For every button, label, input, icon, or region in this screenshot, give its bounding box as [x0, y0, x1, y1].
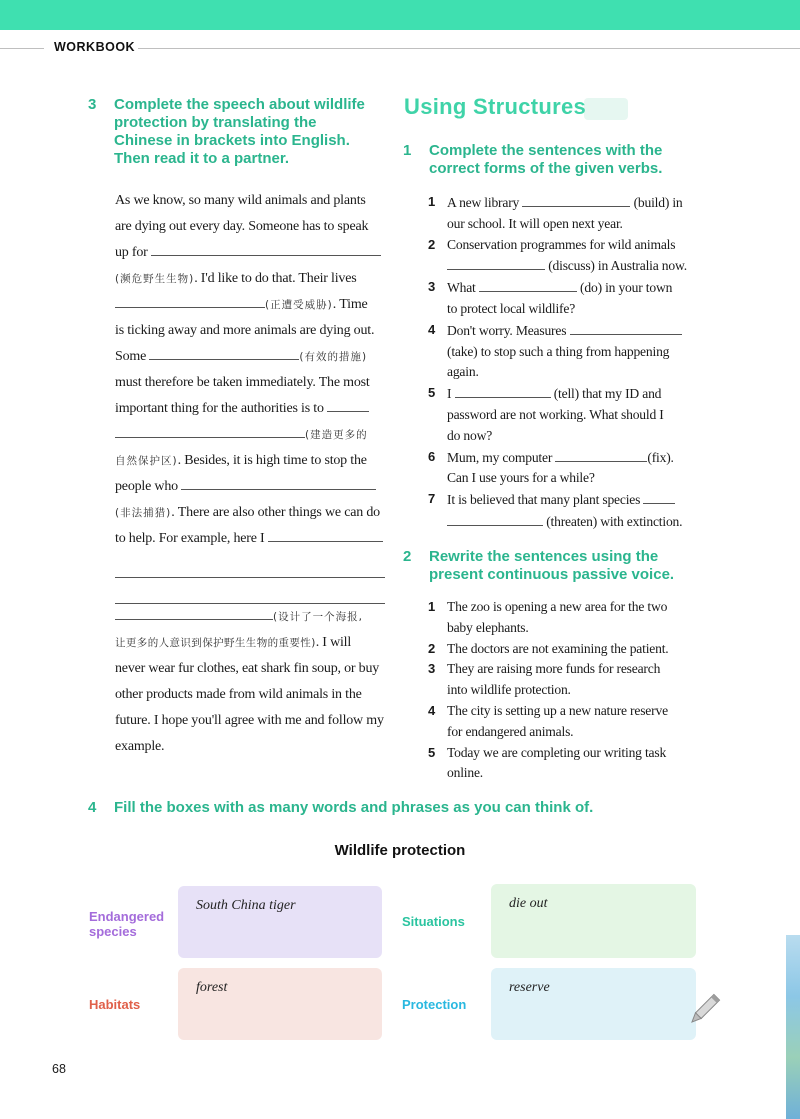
situations-box[interactable]: [491, 884, 696, 958]
item-text: password are not working. What should I: [447, 406, 664, 422]
item-text: again.: [447, 364, 479, 380]
header-rule-right: [138, 48, 800, 49]
speech-text-fragment: up for: [115, 245, 148, 260]
item-number: 5: [428, 385, 436, 401]
page-edge-decoration: [786, 935, 800, 1119]
speech-line: As we know, so many wild animals and plants: [115, 193, 366, 208]
q3-line: protection by translating the: [114, 114, 317, 131]
speech-line: must therefore be taken immediately. The most: [115, 375, 370, 390]
item-text: The zoo is opening a new area for the two: [447, 599, 668, 614]
item-text: (discuss) in Australia now.: [548, 258, 687, 274]
speech-line: [115, 604, 387, 630]
answer-blank[interactable]: [643, 489, 675, 504]
speech-line: [115, 500, 387, 526]
label-text: Endangered: [89, 909, 165, 924]
answer-blank[interactable]: [479, 277, 577, 292]
speech-line: example.: [115, 739, 165, 754]
item-text: (tell) that my ID and: [553, 386, 662, 402]
item-number: 2: [428, 236, 436, 252]
answer-blank[interactable]: [115, 605, 273, 620]
chinese-hint: (濒危野生生物): [115, 273, 195, 285]
title-decoration: [584, 98, 628, 120]
q4-number: 4: [88, 799, 97, 816]
item-text: I: [447, 386, 452, 402]
item-text: It is believed that many plant species: [447, 492, 641, 508]
answer-blank[interactable]: [327, 397, 369, 412]
section-title: Using Structures: [404, 94, 587, 119]
chinese-hint: (建造更多的: [305, 429, 368, 441]
speech-line: is ticking away and more animals are dying out.: [115, 323, 375, 338]
answer-blank[interactable]: [522, 192, 630, 207]
list-item: [428, 659, 700, 701]
s1-line: Complete the sentences with the: [429, 142, 663, 159]
speech-line: [115, 448, 387, 474]
item-text: Mum, my computer: [447, 449, 553, 465]
answer-blank[interactable]: [447, 255, 545, 270]
pencil-icon: [684, 990, 724, 1030]
list-item: [428, 447, 700, 490]
item-number: 2: [428, 640, 436, 656]
answer-blank[interactable]: [570, 320, 682, 335]
chinese-hint: (正遭受威胁): [265, 299, 333, 311]
example-word: forest: [196, 980, 228, 995]
item-text: our school. It will open next year.: [447, 215, 623, 231]
speech-text-fragment: . There are also other things we can do: [171, 505, 380, 520]
speech-text-fragment: . I will: [315, 635, 352, 650]
top-color-band: [0, 0, 800, 30]
speech-text: [115, 188, 387, 760]
item-number: 1: [428, 194, 436, 209]
s1-line: correct forms of the given verbs.: [429, 160, 663, 177]
answer-blank[interactable]: [181, 475, 376, 490]
speech-text-fragment: . Time: [332, 297, 368, 312]
speech-line: other products made from wild animals in the: [115, 687, 362, 702]
list-item: [428, 701, 700, 743]
label-endangered-species: [89, 909, 164, 939]
speech-line: [115, 344, 387, 370]
item-number: 7: [428, 491, 436, 507]
speech-text-fragment: to help. For example, here I: [115, 531, 265, 546]
item-text: The city is setting up a new nature reserve: [447, 702, 668, 718]
habitats-box[interactable]: [178, 968, 382, 1040]
q3-instruction: [88, 96, 388, 176]
item-text: online.: [447, 765, 483, 781]
speech-line: never wear fur clothes, eat shark fin soup, or buy: [115, 661, 380, 676]
item-text: (take) to stop such a thing from happening: [447, 343, 670, 359]
speech-line: [115, 266, 387, 292]
list-item: [428, 597, 700, 639]
q3-line: Chinese in brackets into English.: [114, 132, 350, 149]
q4-text: Fill the boxes with as many words and phrases as you can think of.: [114, 799, 594, 816]
species-box[interactable]: [178, 886, 382, 958]
item-text: A new library: [447, 195, 520, 210]
s1-list: [428, 192, 700, 533]
s2-line: present continuous passive voice.: [429, 566, 675, 583]
item-text: do now?: [447, 427, 493, 443]
answer-blank[interactable]: [149, 345, 299, 360]
item-number: 5: [428, 744, 436, 760]
speech-line: future. I hope you'll agree with me and follow my: [115, 713, 384, 728]
list-item: [428, 235, 700, 278]
item-text: (do) in your town: [580, 280, 673, 296]
item-text: into wildlife protection.: [447, 682, 571, 698]
speech-text-fragment: important thing for the authorities is to: [115, 401, 324, 416]
answer-blank[interactable]: [115, 293, 265, 308]
q3-number: 3: [88, 96, 97, 113]
item-text: Don't worry. Measures: [447, 322, 567, 338]
label-text: species: [89, 924, 137, 939]
list-item: [428, 489, 700, 533]
protection-box[interactable]: [491, 968, 696, 1040]
header-rule-left: [0, 48, 44, 49]
answer-blank[interactable]: [455, 383, 551, 398]
speech-line: [115, 630, 387, 656]
chinese-hint: 让更多的人意识到保护野生生物的重要性): [115, 637, 316, 649]
chinese-hint: 自然保护区): [115, 455, 178, 467]
answer-blank[interactable]: [115, 423, 305, 438]
chinese-hint: (设计了一个海报,: [273, 611, 363, 623]
speech-line: are dying out every day. Someone has to speak: [115, 219, 369, 234]
item-text: (threaten) with extinction.: [546, 513, 683, 529]
speech-line: [115, 526, 387, 552]
speech-line: [115, 396, 387, 422]
list-item: [428, 277, 700, 320]
example-word: South China tiger: [196, 898, 296, 913]
speech-text-fragment: Some: [115, 349, 147, 364]
answer-blank[interactable]: [151, 241, 381, 256]
item-text: (build) in: [633, 195, 683, 210]
speech-line: [115, 474, 387, 500]
item-number: 3: [428, 661, 436, 677]
answer-blank[interactable]: [555, 447, 647, 462]
q3-line: Then read it to a partner.: [114, 150, 290, 167]
s1-instruction: [403, 142, 713, 182]
answer-blank[interactable]: [447, 511, 543, 526]
item-number: 6: [428, 448, 436, 464]
workbook-header: [0, 38, 800, 58]
speech-line: [115, 292, 387, 318]
s1-number: 1: [403, 142, 412, 159]
list-item: [428, 192, 700, 235]
speech-text-fragment: people who: [115, 479, 178, 494]
page-number: 68: [52, 1062, 66, 1076]
list-item: [428, 639, 700, 660]
mindmap-title: Wildlife protection: [334, 842, 466, 859]
workbook-label: WORKBOOK: [54, 40, 136, 54]
item-text: They are raising more funds for research: [447, 661, 661, 677]
speech-line: [115, 422, 387, 448]
item-text: What: [447, 280, 476, 296]
item-text: Conservation programmes for wild animals: [447, 236, 676, 252]
chinese-hint: (非法捕猎): [115, 507, 172, 519]
s2-list: [428, 597, 700, 784]
q4-instruction: [88, 799, 708, 819]
q3-line: Complete the speech about wildlife: [114, 96, 365, 113]
list-item: [428, 383, 700, 446]
item-text: Can I use yours for a while?: [447, 470, 595, 486]
item-number: 4: [428, 702, 436, 718]
list-item: [428, 743, 700, 785]
item-number: 4: [428, 321, 436, 337]
item-text: The doctors are not examining the patient.: [447, 640, 669, 656]
item-number: 1: [428, 599, 436, 614]
s2-number: 2: [403, 548, 412, 565]
label-protection: Protection: [402, 997, 467, 1012]
speech-text-fragment: . I'd like to do that. Their lives: [194, 271, 357, 286]
answer-line[interactable]: [115, 578, 385, 604]
item-text: for endangered animals.: [447, 723, 574, 739]
example-word: reserve: [509, 980, 550, 995]
item-text: baby elephants.: [447, 619, 529, 635]
example-word: die out: [509, 896, 548, 911]
item-text: to protect local wildlife?: [447, 300, 576, 316]
label-situations: Situations: [402, 914, 465, 929]
item-text: (fix).: [647, 449, 674, 465]
item-number: 3: [428, 279, 436, 295]
speech-line: [115, 240, 387, 266]
label-habitats: Habitats: [89, 997, 141, 1012]
s2-instruction: [403, 548, 713, 588]
item-text: Today we are completing our writing task: [447, 744, 667, 760]
chinese-hint: (有效的措施): [299, 351, 368, 363]
answer-blank[interactable]: [268, 527, 383, 542]
answer-line[interactable]: [115, 552, 385, 578]
s2-line: Rewrite the sentences using the: [429, 548, 659, 565]
speech-text-fragment: . Besides, it is high time to stop the: [177, 453, 367, 468]
list-item: [428, 320, 700, 383]
